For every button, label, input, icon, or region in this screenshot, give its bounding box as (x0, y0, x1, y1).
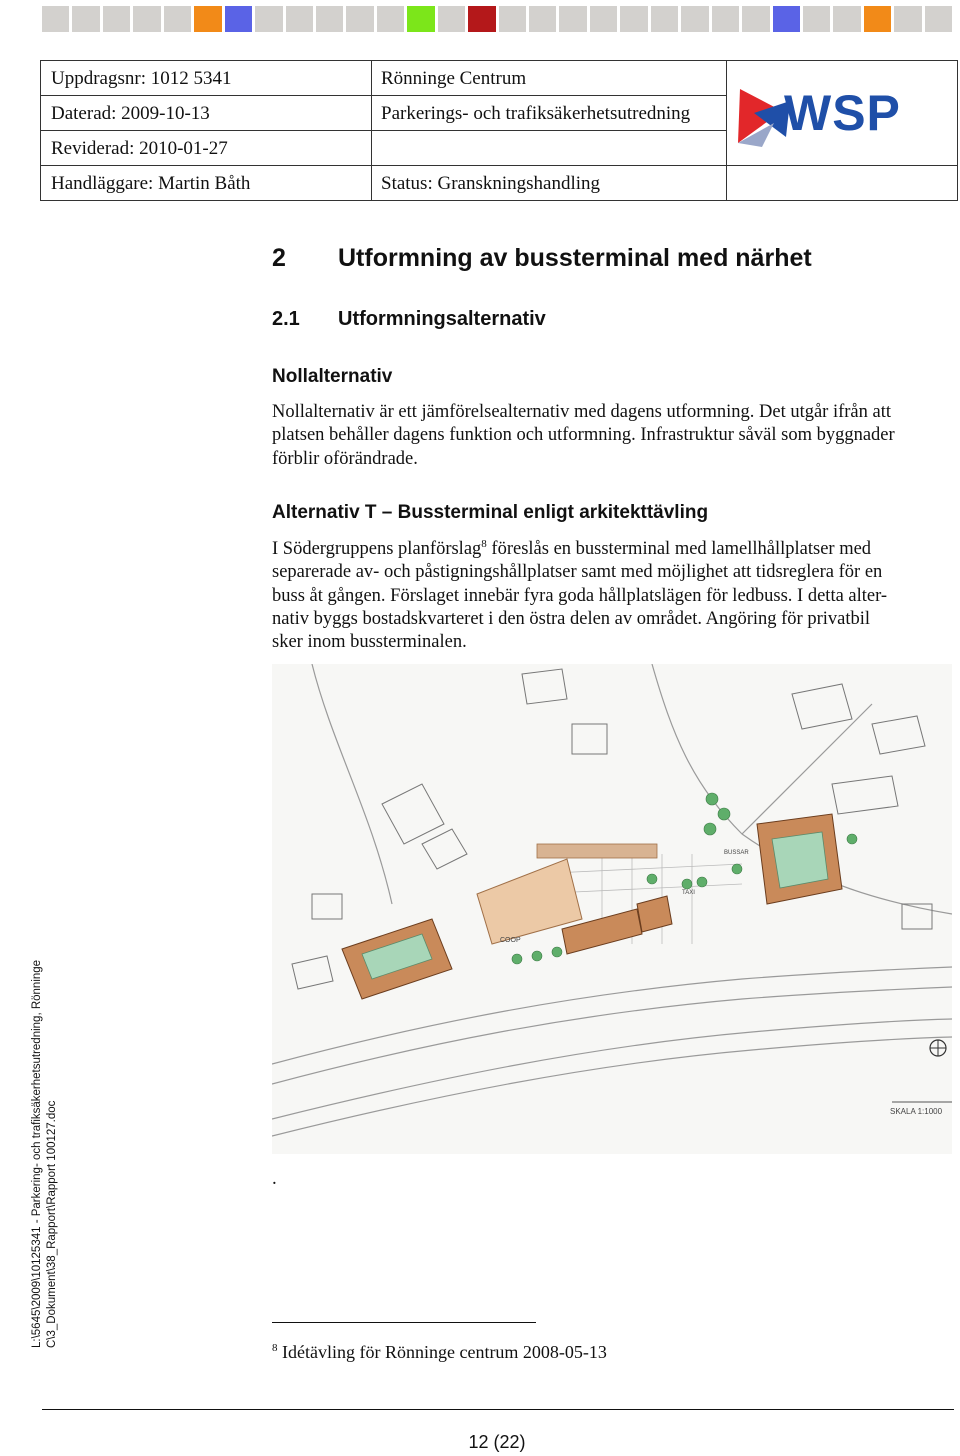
color-swatch (407, 6, 434, 32)
color-swatch (590, 6, 617, 32)
color-swatch (316, 6, 343, 32)
color-swatch (925, 6, 952, 32)
footnote-reference: 8 (481, 537, 487, 550)
document-header-table (40, 60, 958, 201)
file-path-line: L:\5645\2009\10125341 - Parkering- och trafiksäkerhetsutredning, Rönninge (31, 959, 43, 1348)
text-run: I Södergruppens planförslag (272, 539, 482, 559)
heading-section (272, 308, 546, 331)
wsp-logo-text: WSP (784, 85, 901, 141)
section-number: 2.1 (272, 308, 300, 330)
case-officer: Handläggare: Martin Båth (51, 173, 251, 194)
color-swatch (286, 6, 313, 32)
footnote-number: 8 (272, 1342, 278, 1354)
paragraph-nollalternativ (272, 401, 952, 471)
color-swatch (225, 6, 252, 32)
plan-label-taxi: TAXI (682, 890, 695, 896)
color-swatch (377, 6, 404, 32)
document-status: Status: Granskningshandling (381, 173, 601, 194)
color-swatch (72, 6, 99, 32)
plan-label-coop: COOP (500, 937, 521, 944)
paragraph-line: förblir oförändrade. (272, 448, 418, 469)
color-swatch (255, 6, 282, 32)
site-plan-drawing (272, 664, 952, 1154)
paragraph-line: platsen behåller dagens funktion och utformning. Infrastruktur såväl som byggnader (272, 425, 895, 446)
text-run: föreslås en bussterminal med lamellhållplatser med (486, 539, 872, 559)
paragraph-line: nativ byggs bostadskvarteret i den östra delen av området. Angöring för privatbil (272, 608, 871, 629)
plan-label-scale: SKALA 1:1000 (890, 1107, 943, 1116)
color-swatch (499, 6, 526, 32)
color-swatch (894, 6, 921, 32)
date-issued: Daterad: 2009-10-13 (41, 96, 371, 131)
paragraph-line: sker inom bussterminalen. (272, 632, 467, 653)
heading-nollalternativ: Nollalternativ (272, 366, 393, 387)
color-swatch (103, 6, 130, 32)
color-swatch (468, 6, 495, 32)
color-swatch (133, 6, 160, 32)
color-swatch (194, 6, 221, 32)
color-swatch (438, 6, 465, 32)
header-column-logo (726, 61, 957, 200)
footnote (272, 1342, 607, 1363)
color-swatch (864, 6, 891, 32)
color-swatch (620, 6, 647, 32)
heading-alternativ-t: Alternativ T – Bussterminal enligt arkitekttävling (272, 502, 709, 523)
color-swatch (164, 6, 191, 32)
page-number: 12 (22) (468, 1432, 526, 1452)
footer-rule (42, 1409, 954, 1410)
paragraph-line: buss åt gången. Förslaget innebär fyra goda hållplatslägen för ledbuss. I detta alter- (272, 585, 888, 606)
footnote-separator (272, 1322, 536, 1323)
project-name: Rönninge Centrum (371, 61, 726, 96)
paragraph-line: Nollalternativ är ett jämförelsealternativ med dagens utformning. Det utgår ifrån att (272, 402, 892, 422)
empty-cell (726, 166, 957, 201)
heading-chapter (272, 244, 812, 273)
section-title: Utformningsalternativ (338, 308, 546, 330)
color-swatch (833, 6, 860, 32)
date-revised: Reviderad: 2010-01-27 (41, 131, 371, 166)
file-path-line: C\3_Dokument\38_Rapport\Rapport 100127.doc (46, 1100, 58, 1348)
decorative-color-bar (42, 6, 952, 32)
color-swatch (42, 6, 69, 32)
plan-label-bussar: BUSSAR (724, 850, 749, 856)
header-column-project (41, 61, 372, 200)
empty-cell (371, 131, 726, 166)
color-swatch (346, 6, 373, 32)
footnote-text: Idétävling för Rönninge centrum 2008-05-13 (282, 1342, 607, 1362)
color-swatch (773, 6, 800, 32)
color-swatch (712, 6, 739, 32)
color-swatch (742, 6, 769, 32)
paragraph-line: separerade av- och påstigningshållplatser samt med möjlighet att tidsreglera för en (272, 562, 883, 583)
paragraph-alternativ-t (272, 538, 952, 654)
color-swatch (681, 6, 708, 32)
color-swatch (803, 6, 830, 32)
report-title: Parkerings- och trafiksäkerhetsutredning (371, 96, 726, 131)
wsp-logo (726, 61, 957, 166)
figure-caption-dot: . (272, 1168, 277, 1189)
header-column-title (371, 61, 727, 200)
color-swatch (651, 6, 678, 32)
chapter-title: Utformning av bussterminal med närhet (338, 244, 812, 272)
assignment-number: Uppdragsnr: 1012 5341 (41, 61, 371, 96)
color-swatch (559, 6, 586, 32)
paragraph-line (272, 538, 952, 561)
chapter-number: 2 (272, 244, 286, 272)
color-swatch (529, 6, 556, 32)
file-path-margin-text (30, 960, 60, 1348)
